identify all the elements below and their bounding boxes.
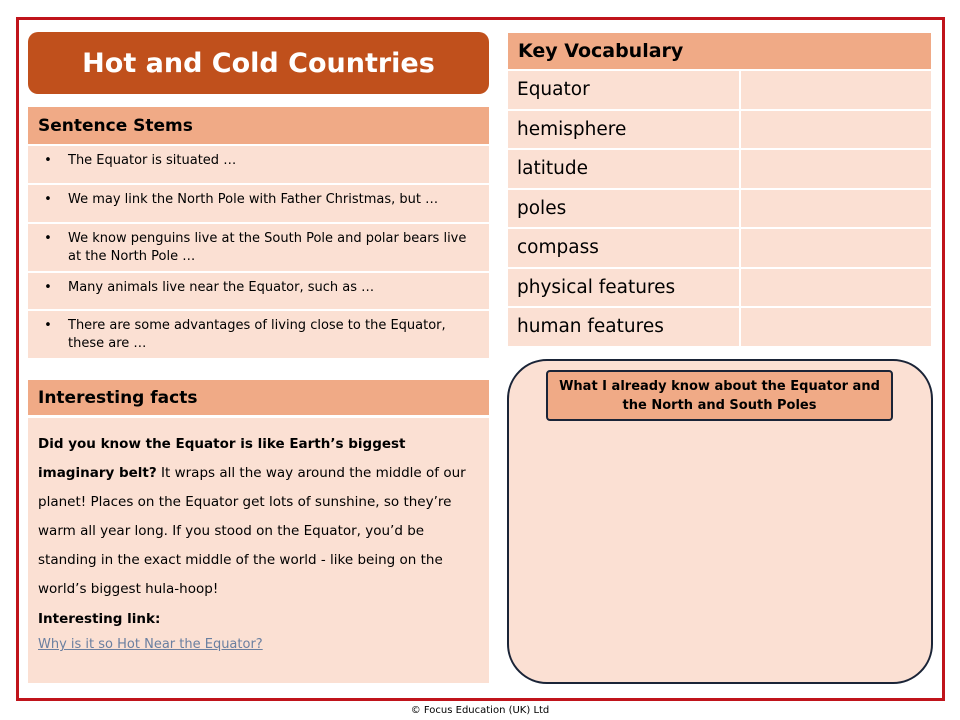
bullet: • (44, 280, 52, 295)
table-row (508, 269, 931, 309)
sentence-stems-heading-text: Sentence Stems (38, 115, 193, 136)
vocab-definition-cell (741, 190, 931, 228)
stem-text: There are some advantages of living close to the Equator, these are … (68, 318, 446, 351)
interesting-facts-panel (28, 418, 489, 683)
title-banner (28, 32, 489, 94)
stem-text: Many animals live near the Equator, such as … (68, 280, 375, 295)
list-item (28, 185, 489, 224)
bullet: • (44, 192, 52, 207)
interesting-link-label: Interesting link: (38, 611, 161, 627)
prior-knowledge-label-text: What I already know about the Equator and the North and South Poles (559, 378, 880, 413)
bullet: • (44, 231, 52, 246)
copyright-footer: © Focus Education (UK) Ltd (410, 705, 550, 716)
vocab-definition-cell (741, 71, 931, 109)
vocab-word: latitude (508, 150, 741, 188)
table-row (508, 150, 931, 190)
vocab-definition-cell (741, 229, 931, 267)
vocab-word: human features (508, 308, 741, 346)
vocab-word: physical features (508, 269, 741, 307)
table-row (508, 111, 931, 151)
prior-knowledge-label (546, 370, 893, 421)
stem-text: We may link the North Pole with Father Christmas, but … (68, 192, 439, 207)
vocab-word: hemisphere (508, 111, 741, 149)
vocab-definition-cell (741, 150, 931, 188)
table-row (508, 229, 931, 269)
table-row (508, 190, 931, 230)
key-vocabulary-heading (508, 33, 931, 69)
facts-lead: Did you know the Equator is like Earth’s biggest imaginary belt? (38, 436, 406, 481)
interesting-facts-heading (28, 380, 489, 415)
vocab-definition-cell (741, 308, 931, 346)
vocab-word: poles (508, 190, 741, 228)
list-item (28, 273, 489, 311)
table-row (508, 308, 931, 348)
facts-body: It wraps all the way around the middle of our planet! Places on the Equator get lots of sunshine, so they’re warm all year long. If you stood on the Equator, you’d be standing in the exact middle of the world - like being on the world’s biggest hula-hoop! (38, 465, 466, 597)
page-title: Hot and Cold Countries (82, 47, 435, 79)
list-item (28, 146, 489, 185)
sentence-stems-heading (28, 107, 489, 144)
facts-paragraph (38, 430, 479, 604)
key-vocabulary-heading-text: Key Vocabulary (518, 40, 684, 62)
vocab-definition-cell (741, 269, 931, 307)
vocab-word: compass (508, 229, 741, 267)
bullet: • (44, 318, 52, 333)
list-item (28, 224, 489, 273)
sentence-stems-list (28, 146, 489, 360)
equator-heat-link[interactable]: Why is it so Hot Near the Equator? (38, 637, 263, 652)
vocabulary-table (508, 71, 931, 348)
vocab-definition-cell (741, 111, 931, 149)
stem-text: We know penguins live at the South Pole and polar bears live at the North Pole … (68, 231, 467, 264)
interesting-facts-heading-text: Interesting facts (38, 387, 198, 408)
stem-text: The Equator is situated … (68, 153, 237, 168)
bullet: • (44, 153, 52, 168)
vocab-word: Equator (508, 71, 741, 109)
table-row (508, 71, 931, 111)
list-item (28, 311, 489, 360)
